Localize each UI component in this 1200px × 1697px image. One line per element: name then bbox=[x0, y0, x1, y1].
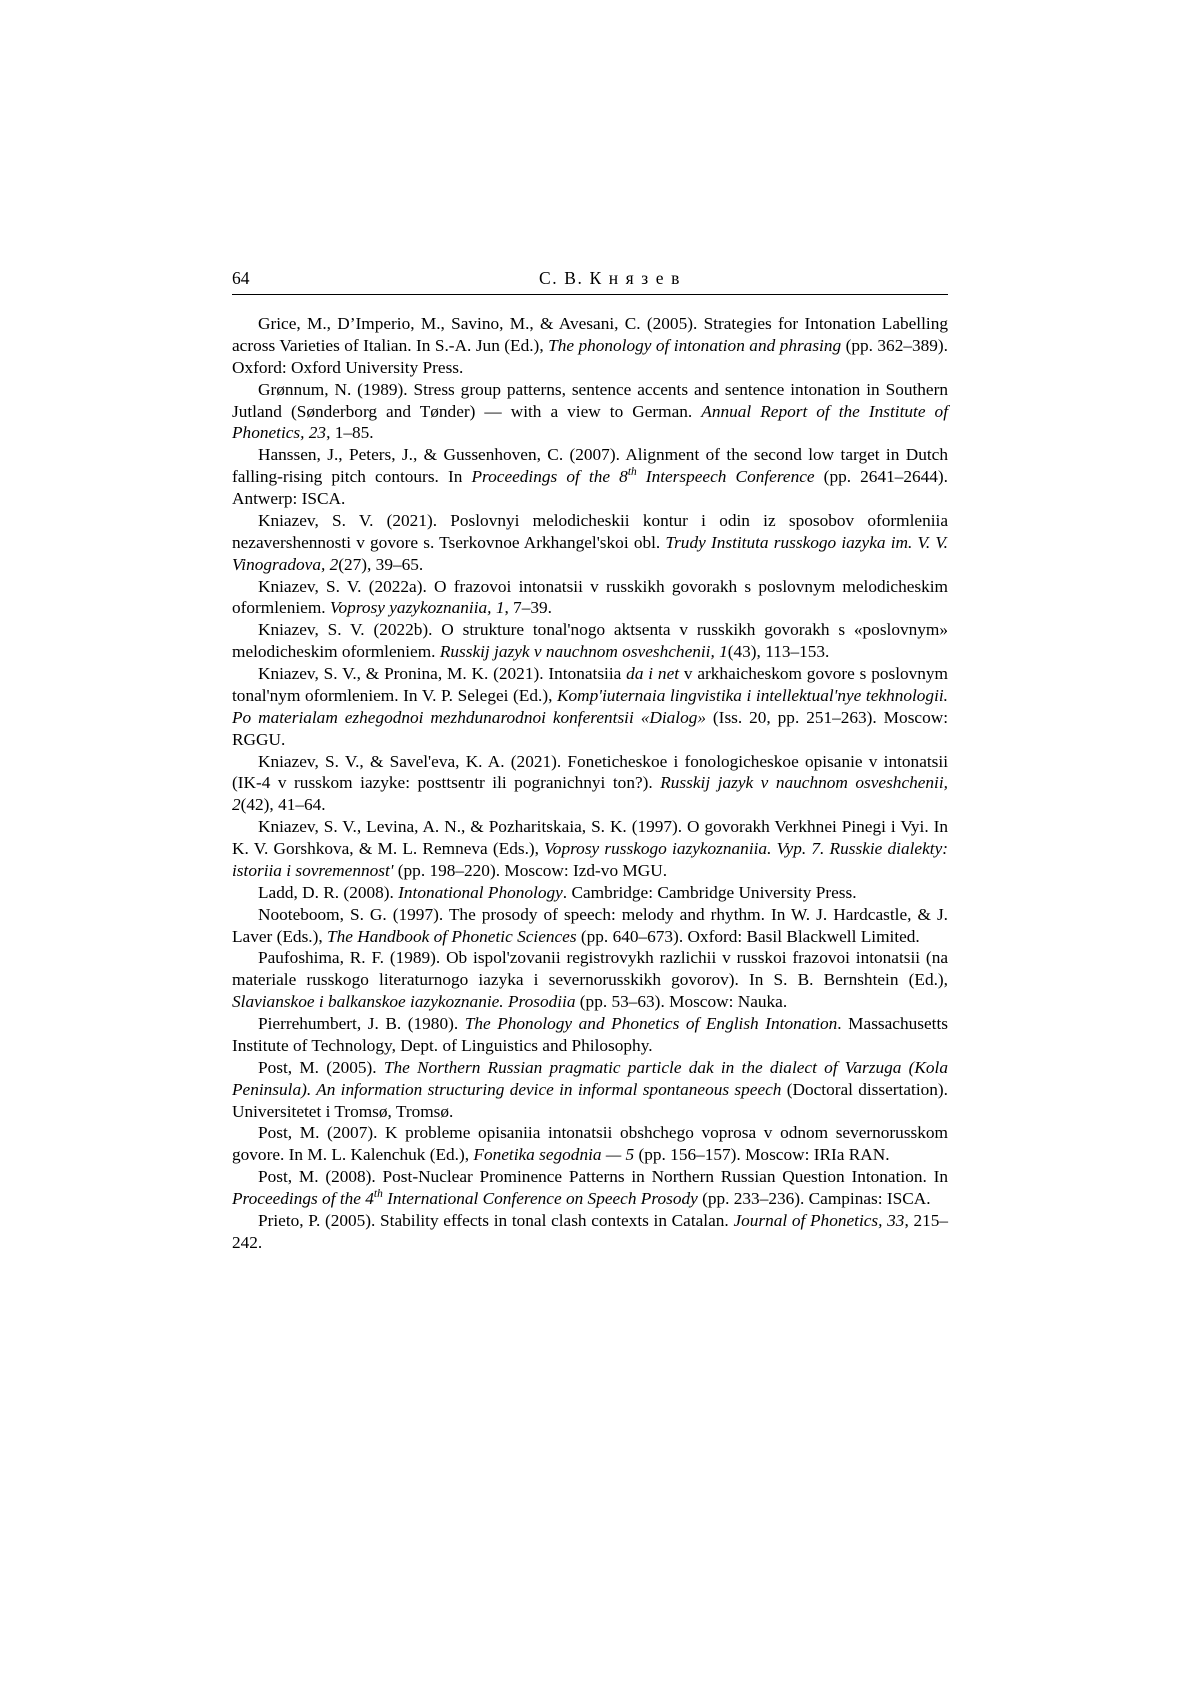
page-header bbox=[232, 268, 948, 295]
reference-text-run: Voprosy russkogo iazykoznaniia. Vyp. 7. Russkie dialekty: istoriia i sovremennost' bbox=[232, 839, 948, 880]
reference-text-run: Russkij jazyk v nauchnom osveshchenii, 1 bbox=[439, 642, 728, 662]
reference-text-run: (pp. 198–220). Moscow: Izd-vo MGU. bbox=[393, 860, 668, 880]
reference-entry bbox=[232, 379, 948, 445]
reference-entry bbox=[232, 576, 948, 620]
reference-entry bbox=[232, 1166, 948, 1210]
reference-entry bbox=[232, 1013, 948, 1057]
reference-text-run: Komp'iuternaia lingvistika i intellektual'nye tekhnologii. Po materialam ezhegodnoi mezhdunarodnoi konferentsii «Dialog» bbox=[232, 685, 948, 727]
reference-text-run: Post, M. (2007). K probleme opisaniia intonatsii obshchego voprosa v odnom severnorusskom govore. In M. L. Kalenchuk (Ed.), bbox=[232, 1123, 948, 1165]
reference-text-run: Kniazev, S. V., & Savel'eva, K. A. (2021). Foneticheskoe i fonologicheskoe opisanie v intonatsii (IK-4 v russkom iazyke: posttsentr ili pogranichnyi ton?). bbox=[232, 751, 948, 793]
reference-text-run: Paufoshima, R. F. (1989). Ob ispol'zovanii registrovykh razlichii v russkoi frazovoi intonatsii (na materiale russkogo literaturnogo iazyka i severnorusskikh govorov). In S. B. Bernshtein (Ed.), bbox=[232, 948, 948, 990]
reference-text-run: (27), 39–65. bbox=[338, 554, 424, 574]
reference-text-run: The Northern Russian pragmatic particle dak in the dialect of Varzuga (Kola Peninsula). An information structuring device in informal spontaneous speech bbox=[232, 1057, 948, 1099]
reference-text-run: . Cambridge: Cambridge University Press. bbox=[562, 882, 857, 902]
reference-text-run: Kniazev, S. V., Levina, A. N., & Pozharitskaia, S. K. (1997). O govorakh Verkhnei Pinegi i Vyi. In K. V. Gorshkova, & M. L. Remneva (Eds.), bbox=[232, 817, 948, 858]
reference-entry bbox=[232, 816, 948, 882]
reference-text-run: (Doctoral dissertation). Universitetet i Tromsø, Tromsø. bbox=[232, 1079, 948, 1121]
running-title: С. В. К н я з е в bbox=[539, 268, 681, 288]
reference-text-run: Kniazev, S. V. (2022a). O frazovoi intonatsii v russkikh govorakh s poslovnym melodicheskim oformleniem. bbox=[232, 576, 948, 618]
reference-entry bbox=[232, 619, 948, 663]
reference-entry bbox=[232, 882, 948, 904]
page-content bbox=[232, 268, 948, 1254]
reference-entry bbox=[232, 904, 948, 948]
reference-text-run: The Handbook of Phonetic Sciences bbox=[327, 926, 577, 946]
reference-text-run: th bbox=[373, 1188, 383, 1201]
reference-text-run: Post, M. (2005). bbox=[258, 1057, 384, 1077]
reference-text-run: (pp. 362–389). Oxford: Oxford University Press. bbox=[232, 335, 948, 377]
reference-text-run: Kniazev, S. V., & Pronina, M. K. (2021). Intonatsiia bbox=[258, 664, 627, 683]
reference-entry bbox=[232, 510, 948, 576]
reference-text-run: Post, M. (2008). Post-Nuclear Prominence Patterns in Northern Russian Question Intonation. In bbox=[258, 1167, 948, 1187]
reference-entry bbox=[232, 1210, 948, 1254]
reference-text-run: (43), 113–153. bbox=[727, 642, 830, 662]
page-number: 64 bbox=[232, 268, 250, 288]
reference-entry bbox=[232, 313, 948, 379]
reference-text-run: Annual Report of the Institute of Phonetics, 23 bbox=[232, 401, 948, 443]
reference-text-run: Prieto, P. (2005). Stability effects in tonal clash contexts in Catalan. bbox=[258, 1210, 734, 1230]
reference-text-run: Grønnum, N. (1989). Stress group patterns, sentence accents and sentence intonation in Southern Jutland (Sønderborg and Tønder) — with a view to German. bbox=[232, 379, 948, 421]
reference-text-run: da i net bbox=[626, 664, 680, 683]
reference-text-run: (pp. 233–236). Campinas: ISCA. bbox=[697, 1189, 931, 1208]
reference-text-run: Voprosy yazykoznaniia, 1 bbox=[329, 598, 505, 618]
reference-text-run: (pp. 2641–2644). Antwerp: ISCA. bbox=[232, 467, 949, 508]
reference-text-run: (pp. 640–673). Oxford: Basil Blackwell Limited. bbox=[576, 926, 920, 946]
reference-text-run: International Conference on Speech Prosody bbox=[382, 1189, 698, 1208]
reference-text-run: Kniazev, S. V. (2022b). O strukture tonal'nogo aktsenta v russkikh govorakh s «poslovnym» melodicheskim oformleniem. bbox=[232, 620, 948, 662]
reference-text-run: Slavianskoe i balkanskoe iazykoznanie. Prosodiia bbox=[232, 992, 576, 1012]
reference-text-run: , 7–39. bbox=[504, 598, 552, 618]
reference-text-run: v arkhaicheskom govore s poslovnym tonal'nym oformleniem. In V. P. Selegei (Ed.), bbox=[232, 664, 949, 705]
reference-text-run: Proceedings of the 4 bbox=[232, 1189, 374, 1208]
reference-text-run: Trudy Instituta russkogo iazyka im. V. V. Vinogradova, 2 bbox=[232, 532, 948, 574]
reference-entry bbox=[232, 751, 948, 817]
reference-text-run: th bbox=[627, 466, 637, 479]
reference-list bbox=[232, 313, 948, 1254]
reference-entry bbox=[232, 1122, 948, 1166]
reference-text-run: Interspeech Conference bbox=[636, 467, 815, 487]
reference-text-run: (Iss. 20, pp. 251–263). Moscow: RGGU. bbox=[232, 707, 949, 749]
reference-text-run: (pp. 53–63). Moscow: Nauka. bbox=[575, 992, 788, 1012]
reference-text-run: (42), 41–64. bbox=[240, 795, 326, 815]
reference-text-run: Nooteboom, S. G. (1997). The prosody of speech: melody and rhythm. In W. J. Hardcastle, & J. Laver (Eds.), bbox=[232, 904, 948, 946]
reference-text-run: Fonetika segodnia — 5 bbox=[473, 1145, 635, 1165]
reference-entry bbox=[232, 1057, 948, 1123]
reference-text-run: Intonational Phonology bbox=[398, 882, 563, 902]
reference-text-run: The phonology of intonation and phrasing bbox=[548, 335, 842, 355]
reference-text-run: Pierrehumbert, J. B. (1980). bbox=[258, 1014, 465, 1033]
reference-text-run: Journal of Phonetics, 33 bbox=[733, 1210, 905, 1230]
reference-entry bbox=[232, 947, 948, 1013]
reference-text-run: , 215–242. bbox=[232, 1210, 948, 1252]
reference-text-run: Grice, M., D’Imperio, M., Savino, M., & Avesani, C. (2005). Strategies for Intonation Labelling across Varieties of Italian. In S.-A. Jun (Ed.), bbox=[232, 314, 948, 355]
reference-entry bbox=[232, 444, 948, 510]
reference-text-run: The Phonology and Phonetics of English Intonation bbox=[464, 1014, 838, 1033]
reference-text-run: Proceedings of the 8 bbox=[471, 467, 628, 487]
reference-entry bbox=[232, 663, 948, 751]
reference-text-run: Kniazev, S. V. (2021). Poslovnyi melodicheskii kontur i odin iz sposobov oformleniia nezavershennosti v govore s. Tserkovnoe Arkhangel'skoi obl. bbox=[232, 510, 948, 552]
reference-text-run: Hanssen, J., Peters, J., & Gussenhoven, C. (2007). Alignment of the second low target in Dutch falling-rising pitch contours. In bbox=[232, 445, 948, 487]
reference-text-run: Russkij jazyk v nauchnom osveshchenii, 2 bbox=[232, 773, 948, 815]
reference-text-run: (pp. 156–157). Moscow: IRIa RAN. bbox=[634, 1145, 890, 1165]
reference-text-run: . Massachusetts Institute of Technology, Dept. of Linguistics and Philosophy. bbox=[232, 1014, 948, 1055]
reference-text-run: , 1–85. bbox=[326, 423, 374, 443]
reference-text-run: Ladd, D. R. (2008). bbox=[258, 882, 399, 902]
